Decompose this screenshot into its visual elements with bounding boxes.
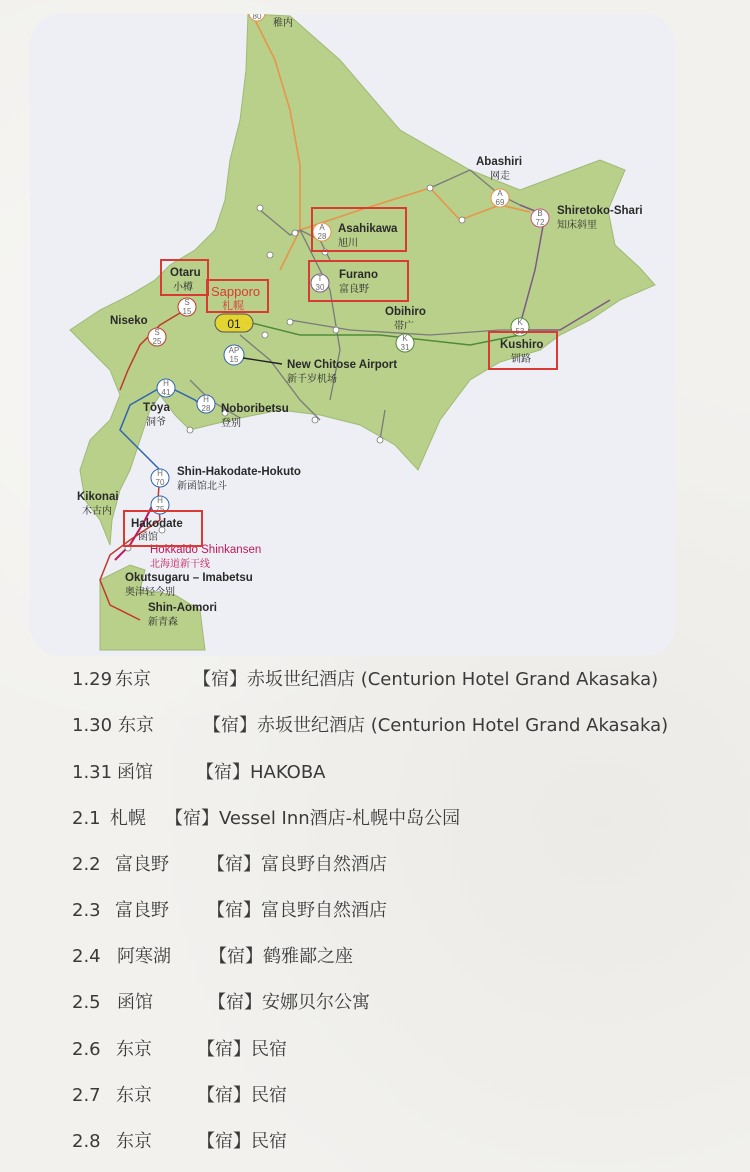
itinerary-date: 2.4 <box>72 946 101 967</box>
svg-text:K: K <box>517 318 523 327</box>
svg-text:H: H <box>163 379 169 388</box>
svg-text:H: H <box>157 496 163 505</box>
svg-text:Noboribetsu: Noboribetsu <box>221 403 289 415</box>
svg-text:41: 41 <box>161 388 171 397</box>
svg-text:Abashiri: Abashiri <box>476 156 523 168</box>
itinerary-date: 1.30 <box>72 715 113 736</box>
itinerary-stay: 【宿】Vessel Inn酒店-札幌中岛公园 <box>165 808 461 829</box>
svg-text:新函馆北斗: 新函馆北斗 <box>177 481 227 492</box>
itinerary-city: 函馆 <box>117 992 153 1013</box>
marker-ap15 <box>224 345 244 365</box>
svg-text:T: T <box>317 274 323 283</box>
svg-text:Hakodate: Hakodate <box>131 518 183 530</box>
svg-text:Shin-Aomori: Shin-Aomori <box>148 602 217 614</box>
itinerary-date: 2.1 <box>72 808 101 829</box>
svg-text:75: 75 <box>155 505 165 514</box>
svg-text:登别: 登别 <box>221 418 241 429</box>
svg-text:31: 31 <box>400 343 410 352</box>
sapporo-badge <box>215 314 253 332</box>
svg-text:Hokkaido Shinkansen: Hokkaido Shinkansen <box>150 544 262 556</box>
svg-text:28: 28 <box>317 232 327 241</box>
svg-text:Sapporo: Sapporo <box>211 284 261 299</box>
itinerary-city: 东京 <box>118 715 154 736</box>
svg-text:北海道新干线: 北海道新干线 <box>150 559 210 570</box>
svg-text:70: 70 <box>155 478 165 487</box>
svg-text:钏路: 钏路 <box>511 354 531 365</box>
city-label-niseko <box>110 315 148 327</box>
svg-text:知床斜里: 知床斜里 <box>557 220 597 231</box>
svg-text:Okutsugaru – Imabetsu: Okutsugaru – Imabetsu <box>125 572 253 584</box>
itinerary-stay: 【宿】民宿 <box>197 1085 287 1106</box>
itinerary-date: 2.6 <box>72 1039 101 1060</box>
marker-k31 <box>396 334 414 352</box>
svg-text:72: 72 <box>535 218 545 227</box>
itinerary-stay: 【宿】富良野自然酒店 <box>207 854 387 875</box>
svg-text:网走: 网走 <box>490 171 510 182</box>
svg-text:A: A <box>497 189 503 198</box>
svg-text:K: K <box>402 334 408 343</box>
svg-text:New Chitose Airport: New Chitose Airport <box>287 359 398 371</box>
shinkansen-line <box>115 500 155 560</box>
itinerary-city: 东京 <box>116 1085 152 1106</box>
svg-text:53: 53 <box>515 327 525 336</box>
svg-text:函馆: 函馆 <box>138 532 158 543</box>
svg-text:01: 01 <box>227 317 241 331</box>
svg-text:稚内: 稚内 <box>273 18 293 29</box>
svg-text:旭川: 旭川 <box>338 238 358 249</box>
itinerary-date: 2.5 <box>72 992 101 1013</box>
itinerary-city: 富良野 <box>115 900 169 921</box>
svg-text:15: 15 <box>229 355 239 364</box>
city-label-okutsugaru <box>125 572 253 598</box>
marker-t30 <box>311 274 329 292</box>
svg-text:Shiretoko-Shari: Shiretoko-Shari <box>557 205 643 217</box>
itinerary-date: 2.7 <box>72 1085 101 1106</box>
itinerary-city: 函馆 <box>117 762 153 783</box>
itinerary-city: 东京 <box>115 669 151 690</box>
itinerary-date: 2.3 <box>72 900 101 921</box>
svg-text:Tōya: Tōya <box>143 402 170 414</box>
svg-text:AP: AP <box>228 346 240 355</box>
svg-text:Asahikawa: Asahikawa <box>338 223 398 235</box>
marker-a69 <box>491 189 509 207</box>
marker-s25 <box>148 328 166 346</box>
svg-text:S: S <box>184 298 190 307</box>
itinerary-stay: 【宿】鹤雅鄙之座 <box>209 946 353 967</box>
itinerary-city: 阿寒湖 <box>117 946 171 967</box>
itinerary-stay: 【宿】民宿 <box>197 1131 287 1152</box>
svg-text:69: 69 <box>495 198 505 207</box>
svg-text:80: 80 <box>252 12 262 21</box>
svg-text:Obihiro: Obihiro <box>385 306 426 318</box>
marker-h41 <box>157 379 175 397</box>
itinerary-date: 1.31 <box>72 762 113 783</box>
itinerary-city: 东京 <box>116 1131 152 1152</box>
svg-text:H: H <box>157 469 163 478</box>
svg-text:Wakkanai <box>273 14 326 15</box>
svg-text:帯广: 帯广 <box>394 321 414 332</box>
itinerary-stay: 【宿】民宿 <box>197 1039 287 1060</box>
svg-text:Kushiro: Kushiro <box>500 339 544 351</box>
itinerary-stay: 【宿】富良野自然酒店 <box>207 900 387 921</box>
svg-text:15: 15 <box>182 307 192 316</box>
itinerary-stay: 【宿】赤坂世纪酒店 (Centurion Hotel Grand Akasaka) <box>203 715 669 736</box>
itinerary-city: 东京 <box>116 1039 152 1060</box>
marker-h70 <box>151 469 169 487</box>
svg-text:30: 30 <box>315 283 325 292</box>
shinkansen-label <box>150 544 261 570</box>
svg-text:新千岁机场: 新千岁机场 <box>287 374 337 385</box>
itinerary-city: 札幌 <box>110 808 146 829</box>
svg-text:H: H <box>203 395 209 404</box>
svg-text:新青森: 新青森 <box>148 617 178 628</box>
svg-text:奥津轻今别: 奥津轻今别 <box>125 587 175 598</box>
marker-k53 <box>511 318 529 336</box>
svg-text:Kikonai: Kikonai <box>77 491 119 503</box>
itinerary-date: 2.8 <box>72 1131 101 1152</box>
svg-text:小樽: 小樽 <box>173 282 193 293</box>
itinerary-date: 1.29 <box>72 669 113 690</box>
svg-text:S: S <box>154 328 160 337</box>
svg-text:25: 25 <box>152 337 162 346</box>
itinerary-stay: 【宿】赤坂世纪酒店 (Centurion Hotel Grand Akasaka) <box>193 669 659 690</box>
svg-text:富良野: 富良野 <box>339 284 369 295</box>
itinerary-stay: 【宿】HAKOBA <box>196 762 326 783</box>
marker-a28 <box>313 223 331 241</box>
svg-text:Shin-Hakodate-Hokuto: Shin-Hakodate-Hokuto <box>177 466 301 478</box>
svg-text:札幌: 札幌 <box>222 299 244 312</box>
itinerary-date: 2.2 <box>72 854 101 875</box>
hokkaido-route-map <box>30 14 675 656</box>
marker-b72 <box>531 209 549 227</box>
svg-text:Otaru: Otaru <box>170 267 201 279</box>
svg-text:A: A <box>319 223 325 232</box>
marker-s15 <box>178 298 196 316</box>
marker-h28 <box>197 395 215 413</box>
city-label-shin-hakodate <box>177 466 301 492</box>
svg-text:28: 28 <box>201 404 211 413</box>
svg-text:B: B <box>537 209 543 218</box>
svg-text:Furano: Furano <box>339 269 378 281</box>
svg-text:洞爷: 洞爷 <box>146 417 166 428</box>
svg-text:Niseko: Niseko <box>110 315 148 327</box>
svg-text:木古内: 木古内 <box>82 506 112 517</box>
itinerary-city: 富良野 <box>115 854 169 875</box>
itinerary-stay: 【宿】安娜贝尔公寓 <box>208 992 370 1013</box>
